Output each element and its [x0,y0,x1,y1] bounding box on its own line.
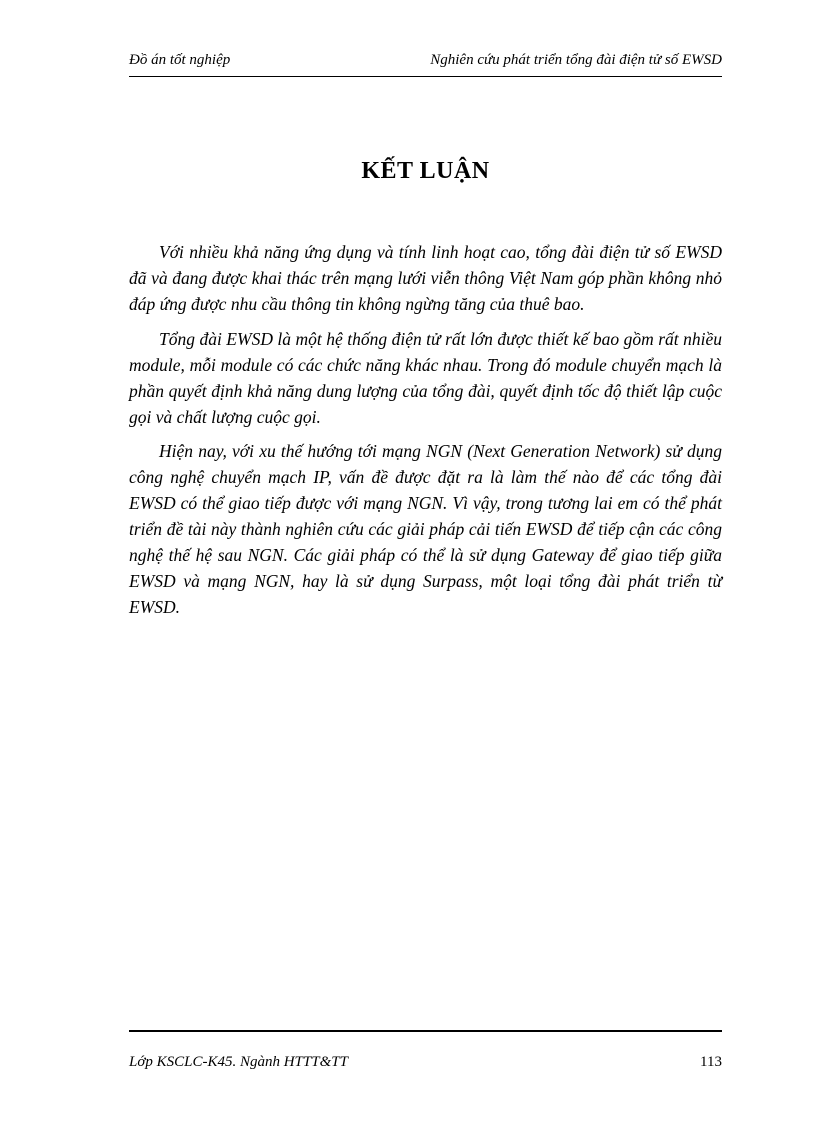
page-number: 113 [700,1054,722,1070]
paragraph-1: Với nhiều khả năng ứng dụng và tính linh hoạt cao, tổng đài điện tử số EWSD đã và đang được khai thác trên mạng lưới viễn thông Việt Nam góp phần không nhỏ đáp ứng được nhu cầu thông tin không ngừng tăng của thuê bao. [129,242,722,314]
body-text [129,239,722,629]
header-document-title: Nghiên cứu phát triển tổng đài điện tử số EWSD [430,52,722,68]
paragraph-2: Tổng đài EWSD là một hệ thống điện tử rất lớn được thiết kế bao gồm rất nhiều module, mỗi module có các chức năng khác nhau. Trong đó module chuyển mạch là phần quyết định khả năng dung lượng của tổng đài, quyết định tốc độ thiết lập cuộc gọi và chất lượng cuộc gọi. [129,328,722,427]
section-title: KẾT LUẬN [361,158,490,184]
footer-divider [129,1030,722,1032]
header-document-type: Đồ án tốt nghiệp [129,52,231,68]
header-divider [129,76,722,77]
footer-class-info: Lớp KSCLC-K45. Ngành HTTT&TT [129,1054,348,1070]
page-footer [129,1054,722,1078]
page-header [129,52,722,76]
paragraph-3: Hiện nay, với xu thế hướng tới mạng NGN (Next Generation Network) sử dụng công nghệ chuyển mạch IP, vấn đề được đặt ra là làm thế nào để các tổng đài EWSD có thể giao tiếp được với mạng NGN. Vì vậy, trong tương lai em có thể phát triển đề tài này thành nghiên cứu các giải pháp cải tiến EWSD để tiếp cận các công nghệ thế hệ sau NGN. Các giải pháp có thể là sử dụng Gateway để giao tiếp giữa EWSD và mạng NGN, hay là sử dụng Surpass, một loại tổng đài phát triển từ EWSD. [129,441,722,617]
